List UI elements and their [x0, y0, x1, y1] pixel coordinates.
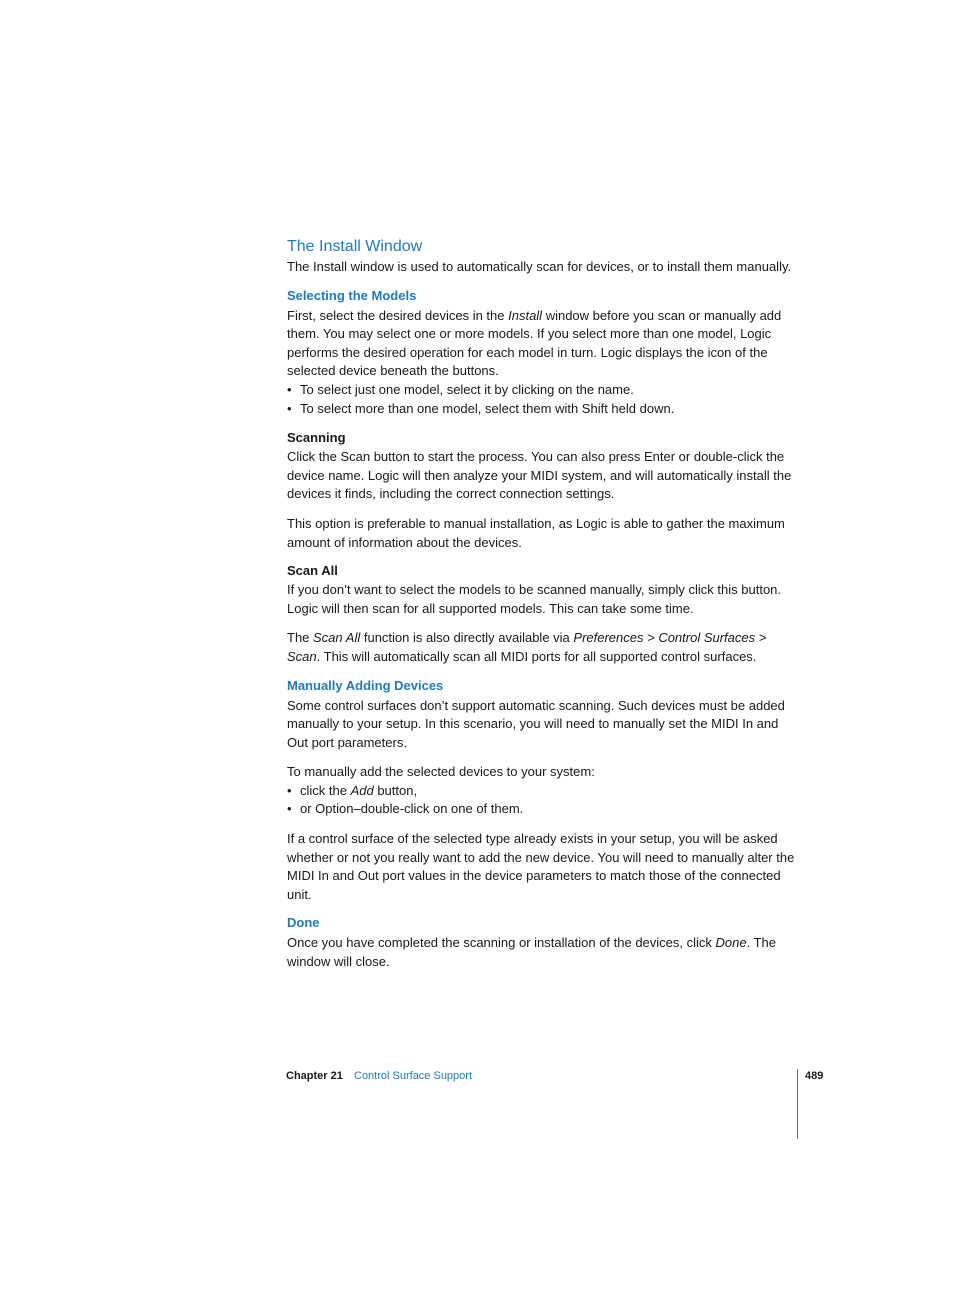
bullet-icon: • [287, 782, 292, 798]
heading-scan-all: Scan All [287, 563, 338, 579]
list-item: • To select more than one model, select them with Shift held down. [287, 400, 799, 419]
done-paragraph: Once you have completed the scanning or installation of the devices, click Done. The window will close. [287, 935, 776, 970]
intro-paragraph: The Install window is used to automatically scan for devices, or to install them manually. [287, 259, 792, 274]
manual-paragraph-3: If a control surface of the selected type already exists in your setup, you will be asked whether or not you really want to add the new device. You will need to manually alter the MIDI In and Out port values in the device parameters to match those of the connected unit. [287, 831, 795, 902]
section-title: The Install Window [287, 238, 423, 255]
footer-chapter: Chapter 21 [286, 1070, 343, 1082]
bullet-icon: • [287, 801, 292, 817]
page-footer [286, 1070, 826, 1090]
heading-manually-adding: Manually Adding Devices [287, 677, 444, 693]
heading-done: Done [287, 915, 320, 931]
list-item: • click the Add button, [287, 782, 799, 801]
page-content [287, 236, 799, 983]
bullet-icon: • [287, 381, 292, 397]
scanning-paragraph-2: This option is preferable to manual installation, as Logic is able to gather the maximum amount of information about the devices. [287, 515, 785, 550]
selecting-paragraph: First, select the desired devices in the Install window before you scan or manually add them. You may select one or more models. If you select more than one model, Logic performs the desired operation for each model in turn. Logic displays the icon of the selected device beneath the buttons. [287, 307, 782, 379]
manual-paragraph-2: To manually add the selected devices to your system: [287, 764, 595, 780]
list-item: • or Option–double-click on one of them. [287, 800, 799, 819]
scanning-paragraph-1: Click the Scan button to start the process. You can also press Enter or double-click the device name. Logic will then analyze your MIDI system, and will automatically install the devices it finds, including the correct connection settings. [287, 449, 792, 502]
selecting-bullet-list [287, 381, 799, 418]
page-number: 489 [805, 1070, 824, 1082]
list-item: • To select just one model, select it by clicking on the name. [287, 381, 799, 400]
manual-bullet-list [287, 782, 799, 819]
scan-all-paragraph-1: If you don’t want to select the models to be scanned manually, simply click this button. Logic will then scan for all supported models. This can take some time. [287, 582, 782, 616]
heading-scanning: Scanning [287, 430, 346, 446]
manual-paragraph-1: Some control surfaces don’t support automatic scanning. Such devices must be added manually to your setup. In this scenario, you will need to manually set the MIDI In and Out port parameters. [287, 697, 785, 750]
heading-selecting-models: Selecting the Models [287, 287, 417, 303]
bullet-icon: • [287, 400, 292, 416]
footer-divider [797, 1069, 798, 1139]
footer-chapter-title: Control Surface Support [354, 1070, 473, 1082]
scan-all-paragraph-2: The Scan All function is also directly available via Preferences > Control Surfaces > Scan. This will automatically scan all MIDI ports for all supported control surfaces. [287, 630, 767, 664]
